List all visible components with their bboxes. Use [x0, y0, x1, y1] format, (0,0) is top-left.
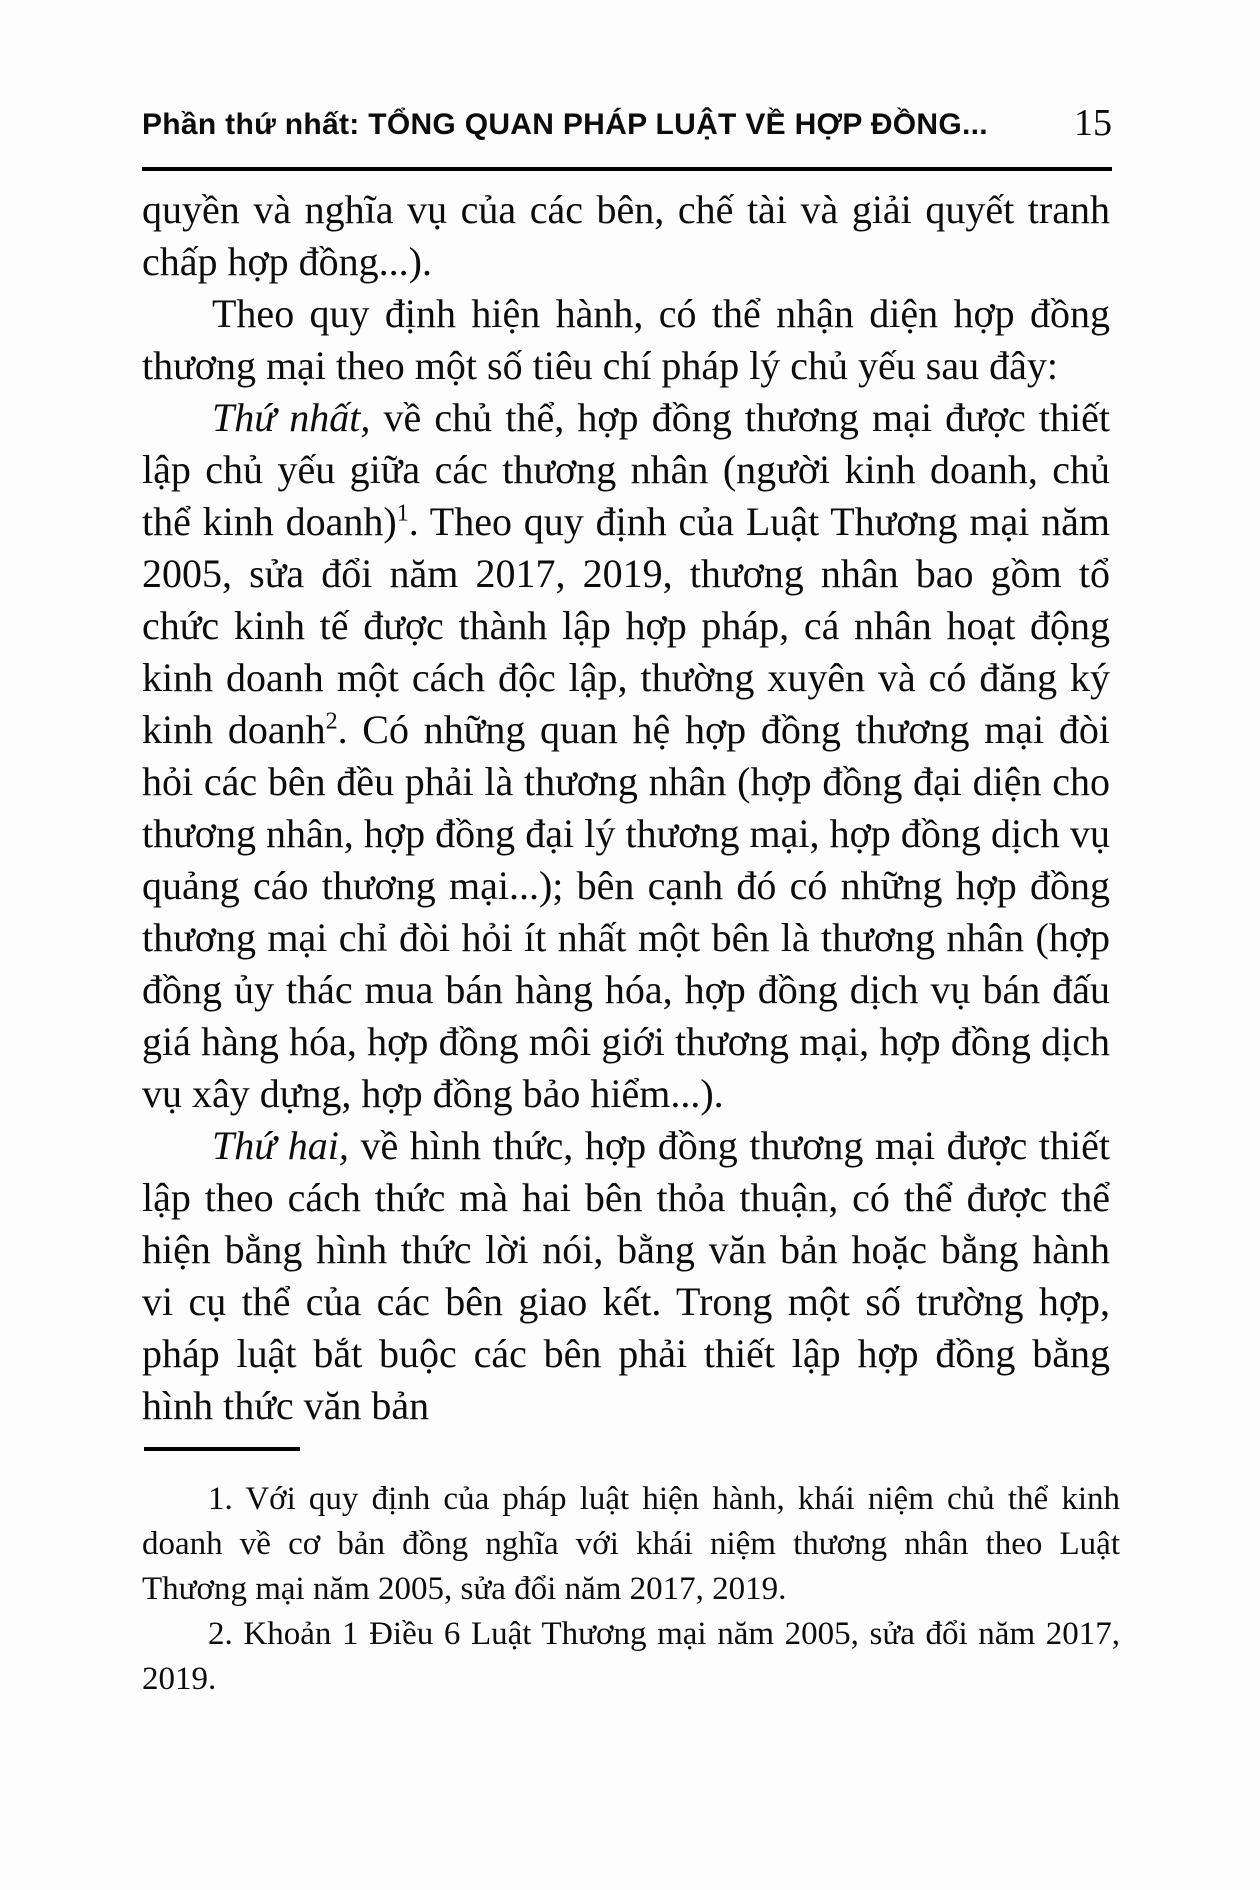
paragraph-text: . Có những quan hệ hợp đồng thương mại đòi hỏi các bên đều phải là thương nhân (hợp đồng đại diện cho thương nhân, hợp đồng đại lý thương mại, hợp đồng dịch vụ quảng cáo thương mại...); bên cạnh đó có những hợp đồng thương mại chỉ đòi hỏi ít nhất một bên là thương nhân (hợp đồng ủy thác mua bán hàng hóa, hợp đồng dịch vụ bán đấu giá hàng hóa, hợp đồng môi giới thương mại, hợp đồng dịch vụ xây dựng, hợp đồng bảo hiểm...).	[142, 707, 1110, 1116]
paragraph-continuation	[142, 184, 1110, 288]
footnote-ref-1: 1	[396, 500, 409, 527]
header-rule	[142, 167, 1112, 171]
footnote-1: 1. Với quy định của pháp luật hiện hành, khái niệm chủ thể kinh doanh về cơ bản đồng nghĩa với khái niệm thương nhân theo Luật Thương mại năm 2005, sửa đổi năm 2017, 2019.	[142, 1481, 1120, 1607]
paragraph-text: quyền và nghĩa vụ của các bên, chế tài và giải quyết tranh chấp hợp đồng...).	[142, 187, 1110, 284]
paragraph-text: về hình thức, hợp đồng thương mại được thiết lập theo cách thức mà hai bên thỏa thuận, có thể được thể hiện bằng hình thức lời nói, bằng văn bản hoặc bằng hành vi cụ thể của các bên giao kết. Trong một số trường hợp, pháp luật bắt buộc các bên phải thiết lập hợp đồng bằng hình thức văn bản	[142, 1123, 1110, 1428]
paragraph-thu-nhat	[142, 392, 1110, 1120]
paragraph-text: về chủ thể, hợp đồng thương mại được thiết lập chủ yếu giữa các thương nhân (người kinh doanh, chủ thể kinh doanh)	[142, 395, 1110, 544]
footnote-ref-2: 2	[325, 708, 338, 735]
running-title: Phần thứ nhất: TỔNG QUAN PHÁP LUẬT VỀ HỢP ĐỒNG...	[142, 108, 988, 141]
footnote-2: 2. Khoản 1 Điều 6 Luật Thương mại năm 2005, sửa đổi năm 2017, 2019.	[142, 1616, 1120, 1697]
paragraph-text: Theo quy định hiện hành, có thể nhận diện hợp đồng thương mại theo một số tiêu chí pháp lý chủ yếu sau đây:	[142, 291, 1110, 388]
body-text	[142, 184, 1110, 1432]
footnotes-section	[142, 1447, 1120, 1702]
page-number: 15	[1074, 102, 1112, 144]
paragraph-lead-italic: Thứ nhất,	[212, 395, 371, 440]
paragraph-lead-italic: Thứ hai,	[212, 1123, 349, 1168]
paragraph-intro	[142, 288, 1110, 392]
paragraph-thu-hai	[142, 1120, 1110, 1432]
paragraph-text: . Theo quy định của Luật Thương mại năm 2005, sửa đổi năm 2017, 2019, thương nhân bao gồm tổ chức kinh tế được thành lập hợp pháp, cá nhân hoạt động kinh doanh một cách độc lập, thường xuyên và có đăng ký kinh doanh	[142, 499, 1110, 752]
footnote-separator-rule	[144, 1447, 300, 1451]
page-header	[142, 104, 1112, 142]
